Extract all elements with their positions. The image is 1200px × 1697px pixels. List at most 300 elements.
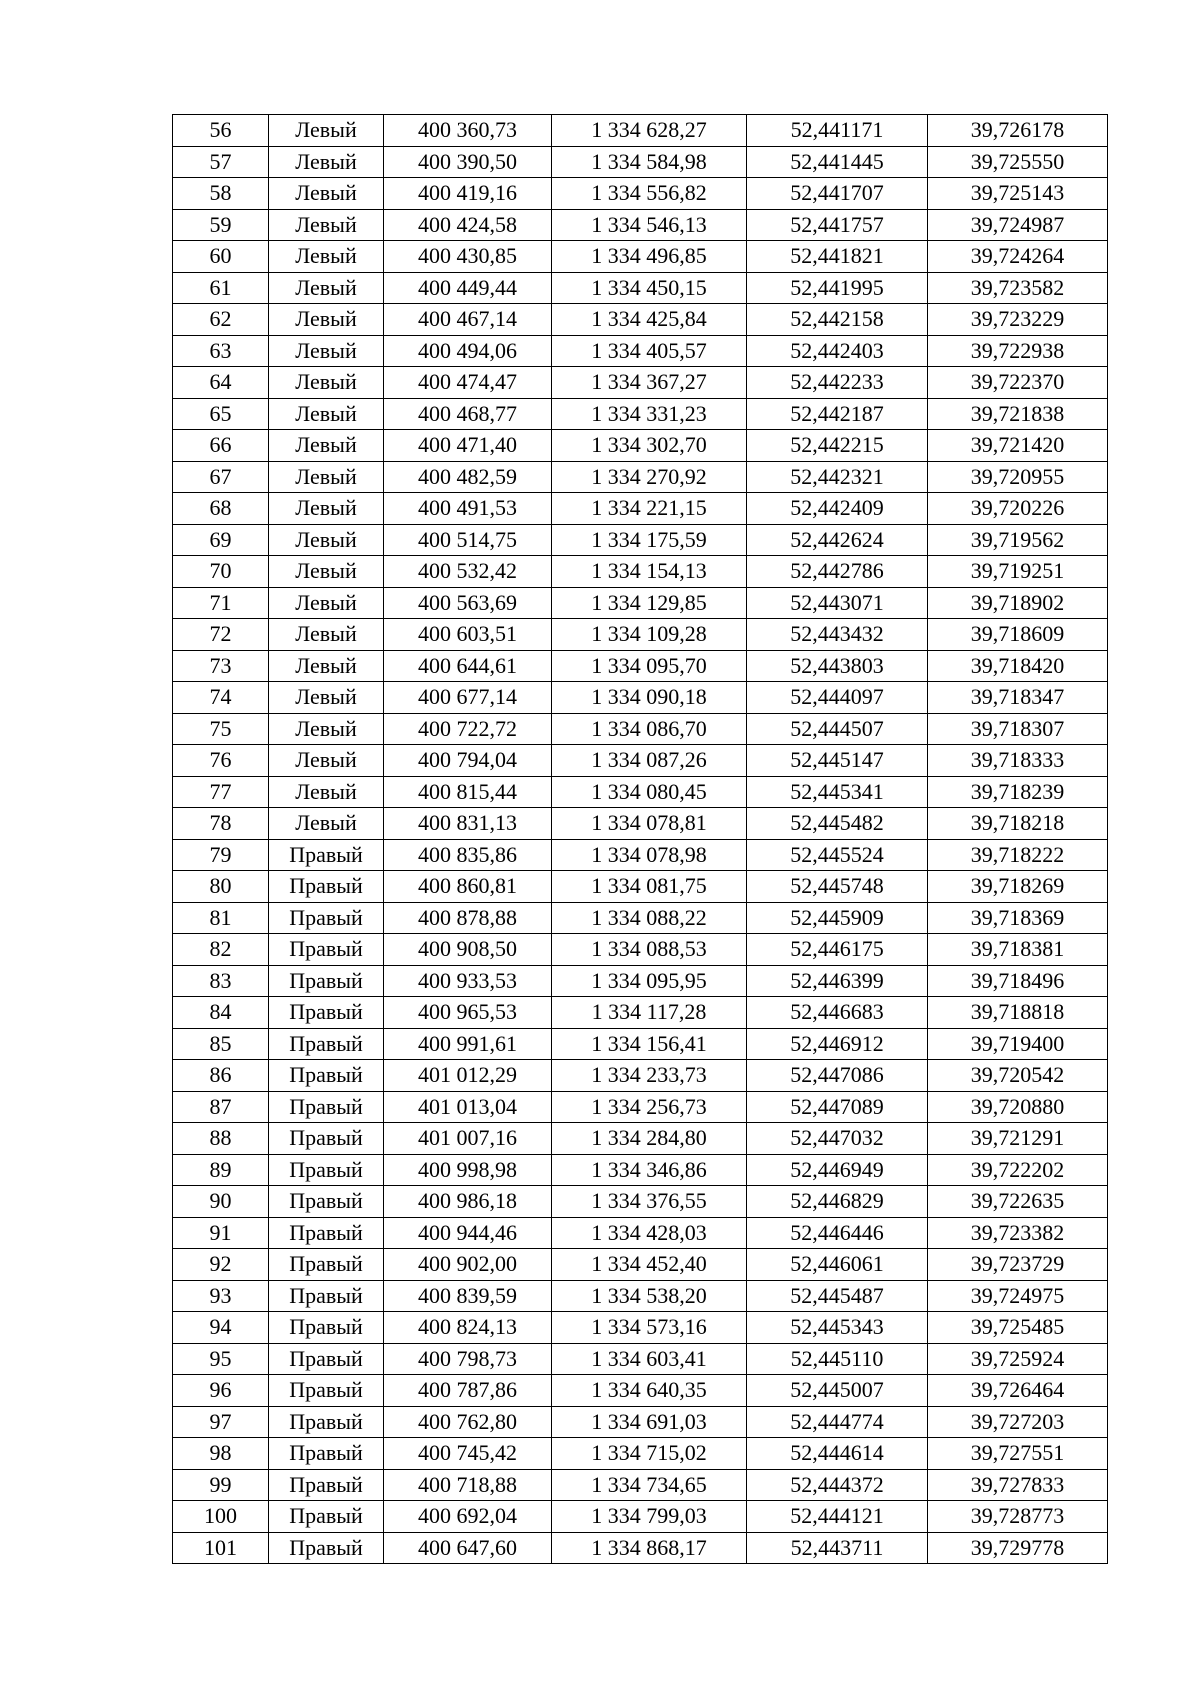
longitude-cell: 39,725485 bbox=[928, 1312, 1108, 1344]
x-coordinate-cell: 400 794,04 bbox=[384, 745, 552, 777]
side-cell: Правый bbox=[269, 1186, 384, 1218]
table-row bbox=[173, 115, 1108, 147]
y-coordinate-cell: 1 334 691,03 bbox=[552, 1406, 747, 1438]
longitude-cell: 39,725924 bbox=[928, 1343, 1108, 1375]
y-coordinate-cell: 1 334 868,17 bbox=[552, 1532, 747, 1564]
y-coordinate-cell: 1 334 080,45 bbox=[552, 776, 747, 808]
point-number-cell: 85 bbox=[173, 1028, 269, 1060]
latitude-cell: 52,444614 bbox=[747, 1438, 928, 1470]
longitude-cell: 39,718239 bbox=[928, 776, 1108, 808]
table-row bbox=[173, 587, 1108, 619]
longitude-cell: 39,718347 bbox=[928, 682, 1108, 714]
table-row bbox=[173, 1280, 1108, 1312]
longitude-cell: 39,720880 bbox=[928, 1091, 1108, 1123]
x-coordinate-cell: 400 494,06 bbox=[384, 335, 552, 367]
side-cell: Левый bbox=[269, 682, 384, 714]
point-number-cell: 77 bbox=[173, 776, 269, 808]
y-coordinate-cell: 1 334 221,15 bbox=[552, 493, 747, 525]
longitude-cell: 39,721291 bbox=[928, 1123, 1108, 1155]
y-coordinate-cell: 1 334 603,41 bbox=[552, 1343, 747, 1375]
side-cell: Левый bbox=[269, 461, 384, 493]
side-cell: Левый bbox=[269, 272, 384, 304]
latitude-cell: 52,444097 bbox=[747, 682, 928, 714]
latitude-cell: 52,444121 bbox=[747, 1501, 928, 1533]
side-cell: Левый bbox=[269, 430, 384, 462]
longitude-cell: 39,729778 bbox=[928, 1532, 1108, 1564]
longitude-cell: 39,721420 bbox=[928, 430, 1108, 462]
x-coordinate-cell: 400 944,46 bbox=[384, 1217, 552, 1249]
side-cell: Правый bbox=[269, 1091, 384, 1123]
y-coordinate-cell: 1 334 233,73 bbox=[552, 1060, 747, 1092]
latitude-cell: 52,442321 bbox=[747, 461, 928, 493]
point-number-cell: 63 bbox=[173, 335, 269, 367]
side-cell: Правый bbox=[269, 1123, 384, 1155]
table-row bbox=[173, 1154, 1108, 1186]
point-number-cell: 60 bbox=[173, 241, 269, 273]
y-coordinate-cell: 1 334 078,98 bbox=[552, 839, 747, 871]
x-coordinate-cell: 400 965,53 bbox=[384, 997, 552, 1029]
point-number-cell: 99 bbox=[173, 1469, 269, 1501]
x-coordinate-cell: 400 563,69 bbox=[384, 587, 552, 619]
x-coordinate-cell: 400 514,75 bbox=[384, 524, 552, 556]
side-cell: Правый bbox=[269, 839, 384, 871]
latitude-cell: 52,445147 bbox=[747, 745, 928, 777]
point-number-cell: 80 bbox=[173, 871, 269, 903]
longitude-cell: 39,722370 bbox=[928, 367, 1108, 399]
point-number-cell: 93 bbox=[173, 1280, 269, 1312]
latitude-cell: 52,445110 bbox=[747, 1343, 928, 1375]
table-row bbox=[173, 241, 1108, 273]
point-number-cell: 59 bbox=[173, 209, 269, 241]
x-coordinate-cell: 400 468,77 bbox=[384, 398, 552, 430]
x-coordinate-cell: 400 798,73 bbox=[384, 1343, 552, 1375]
point-number-cell: 62 bbox=[173, 304, 269, 336]
table-row bbox=[173, 713, 1108, 745]
side-cell: Левый bbox=[269, 209, 384, 241]
side-cell: Правый bbox=[269, 934, 384, 966]
table-row bbox=[173, 1375, 1108, 1407]
y-coordinate-cell: 1 334 090,18 bbox=[552, 682, 747, 714]
latitude-cell: 52,443803 bbox=[747, 650, 928, 682]
table-row bbox=[173, 272, 1108, 304]
table-row bbox=[173, 776, 1108, 808]
y-coordinate-cell: 1 334 331,23 bbox=[552, 398, 747, 430]
side-cell: Левый bbox=[269, 367, 384, 399]
longitude-cell: 39,727833 bbox=[928, 1469, 1108, 1501]
side-cell: Правый bbox=[269, 1060, 384, 1092]
point-number-cell: 76 bbox=[173, 745, 269, 777]
longitude-cell: 39,727203 bbox=[928, 1406, 1108, 1438]
side-cell: Левый bbox=[269, 335, 384, 367]
latitude-cell: 52,444774 bbox=[747, 1406, 928, 1438]
side-cell: Правый bbox=[269, 997, 384, 1029]
x-coordinate-cell: 400 430,85 bbox=[384, 241, 552, 273]
table-row bbox=[173, 839, 1108, 871]
y-coordinate-cell: 1 334 367,27 bbox=[552, 367, 747, 399]
side-cell: Левый bbox=[269, 808, 384, 840]
side-cell: Левый bbox=[269, 398, 384, 430]
table-row bbox=[173, 1028, 1108, 1060]
point-number-cell: 75 bbox=[173, 713, 269, 745]
longitude-cell: 39,718818 bbox=[928, 997, 1108, 1029]
table-row bbox=[173, 1469, 1108, 1501]
latitude-cell: 52,443711 bbox=[747, 1532, 928, 1564]
side-cell: Правый bbox=[269, 1501, 384, 1533]
y-coordinate-cell: 1 334 799,03 bbox=[552, 1501, 747, 1533]
longitude-cell: 39,726464 bbox=[928, 1375, 1108, 1407]
y-coordinate-cell: 1 334 078,81 bbox=[552, 808, 747, 840]
point-number-cell: 74 bbox=[173, 682, 269, 714]
table-row bbox=[173, 1123, 1108, 1155]
table-row bbox=[173, 650, 1108, 682]
latitude-cell: 52,446912 bbox=[747, 1028, 928, 1060]
y-coordinate-cell: 1 334 546,13 bbox=[552, 209, 747, 241]
latitude-cell: 52,443432 bbox=[747, 619, 928, 651]
latitude-cell: 52,445487 bbox=[747, 1280, 928, 1312]
x-coordinate-cell: 400 471,40 bbox=[384, 430, 552, 462]
x-coordinate-cell: 401 012,29 bbox=[384, 1060, 552, 1092]
table-row bbox=[173, 745, 1108, 777]
table-row bbox=[173, 178, 1108, 210]
longitude-cell: 39,725143 bbox=[928, 178, 1108, 210]
y-coordinate-cell: 1 334 095,70 bbox=[552, 650, 747, 682]
table-row bbox=[173, 335, 1108, 367]
point-number-cell: 84 bbox=[173, 997, 269, 1029]
latitude-cell: 52,441757 bbox=[747, 209, 928, 241]
longitude-cell: 39,718609 bbox=[928, 619, 1108, 651]
latitude-cell: 52,444372 bbox=[747, 1469, 928, 1501]
latitude-cell: 52,445909 bbox=[747, 902, 928, 934]
y-coordinate-cell: 1 334 734,65 bbox=[552, 1469, 747, 1501]
x-coordinate-cell: 400 824,13 bbox=[384, 1312, 552, 1344]
x-coordinate-cell: 400 532,42 bbox=[384, 556, 552, 588]
latitude-cell: 52,442215 bbox=[747, 430, 928, 462]
latitude-cell: 52,444507 bbox=[747, 713, 928, 745]
side-cell: Правый bbox=[269, 1375, 384, 1407]
point-number-cell: 87 bbox=[173, 1091, 269, 1123]
side-cell: Левый bbox=[269, 178, 384, 210]
side-cell: Левый bbox=[269, 241, 384, 273]
table-row bbox=[173, 682, 1108, 714]
point-number-cell: 67 bbox=[173, 461, 269, 493]
table-row bbox=[173, 1312, 1108, 1344]
y-coordinate-cell: 1 334 346,86 bbox=[552, 1154, 747, 1186]
latitude-cell: 52,445748 bbox=[747, 871, 928, 903]
latitude-cell: 52,446949 bbox=[747, 1154, 928, 1186]
latitude-cell: 52,442409 bbox=[747, 493, 928, 525]
longitude-cell: 39,724975 bbox=[928, 1280, 1108, 1312]
point-number-cell: 83 bbox=[173, 965, 269, 997]
y-coordinate-cell: 1 334 538,20 bbox=[552, 1280, 747, 1312]
x-coordinate-cell: 400 424,58 bbox=[384, 209, 552, 241]
point-number-cell: 82 bbox=[173, 934, 269, 966]
table-row bbox=[173, 1060, 1108, 1092]
table-row bbox=[173, 430, 1108, 462]
point-number-cell: 66 bbox=[173, 430, 269, 462]
latitude-cell: 52,442158 bbox=[747, 304, 928, 336]
longitude-cell: 39,720542 bbox=[928, 1060, 1108, 1092]
point-number-cell: 64 bbox=[173, 367, 269, 399]
side-cell: Правый bbox=[269, 1249, 384, 1281]
longitude-cell: 39,723729 bbox=[928, 1249, 1108, 1281]
side-cell: Левый bbox=[269, 493, 384, 525]
point-number-cell: 95 bbox=[173, 1343, 269, 1375]
table-row bbox=[173, 367, 1108, 399]
latitude-cell: 52,446399 bbox=[747, 965, 928, 997]
latitude-cell: 52,442233 bbox=[747, 367, 928, 399]
point-number-cell: 92 bbox=[173, 1249, 269, 1281]
table-row bbox=[173, 209, 1108, 241]
latitude-cell: 52,446061 bbox=[747, 1249, 928, 1281]
x-coordinate-cell: 400 491,53 bbox=[384, 493, 552, 525]
latitude-cell: 52,446683 bbox=[747, 997, 928, 1029]
y-coordinate-cell: 1 334 715,02 bbox=[552, 1438, 747, 1470]
x-coordinate-cell: 400 360,73 bbox=[384, 115, 552, 147]
x-coordinate-cell: 400 745,42 bbox=[384, 1438, 552, 1470]
point-number-cell: 69 bbox=[173, 524, 269, 556]
table-row bbox=[173, 871, 1108, 903]
side-cell: Правый bbox=[269, 871, 384, 903]
latitude-cell: 52,441821 bbox=[747, 241, 928, 273]
side-cell: Левый bbox=[269, 524, 384, 556]
point-number-cell: 56 bbox=[173, 115, 269, 147]
longitude-cell: 39,718218 bbox=[928, 808, 1108, 840]
x-coordinate-cell: 400 647,60 bbox=[384, 1532, 552, 1564]
x-coordinate-cell: 400 986,18 bbox=[384, 1186, 552, 1218]
side-cell: Правый bbox=[269, 1280, 384, 1312]
table-row bbox=[173, 934, 1108, 966]
longitude-cell: 39,720226 bbox=[928, 493, 1108, 525]
latitude-cell: 52,442624 bbox=[747, 524, 928, 556]
point-number-cell: 89 bbox=[173, 1154, 269, 1186]
point-number-cell: 78 bbox=[173, 808, 269, 840]
longitude-cell: 39,720955 bbox=[928, 461, 1108, 493]
latitude-cell: 52,445482 bbox=[747, 808, 928, 840]
x-coordinate-cell: 400 390,50 bbox=[384, 146, 552, 178]
table-row bbox=[173, 965, 1108, 997]
table-row bbox=[173, 1343, 1108, 1375]
y-coordinate-cell: 1 334 154,13 bbox=[552, 556, 747, 588]
x-coordinate-cell: 400 787,86 bbox=[384, 1375, 552, 1407]
latitude-cell: 52,441445 bbox=[747, 146, 928, 178]
x-coordinate-cell: 400 467,14 bbox=[384, 304, 552, 336]
longitude-cell: 39,727551 bbox=[928, 1438, 1108, 1470]
y-coordinate-cell: 1 334 450,15 bbox=[552, 272, 747, 304]
y-coordinate-cell: 1 334 081,75 bbox=[552, 871, 747, 903]
y-coordinate-cell: 1 334 284,80 bbox=[552, 1123, 747, 1155]
latitude-cell: 52,447086 bbox=[747, 1060, 928, 1092]
x-coordinate-cell: 400 474,47 bbox=[384, 367, 552, 399]
table-row bbox=[173, 493, 1108, 525]
x-coordinate-cell: 400 449,44 bbox=[384, 272, 552, 304]
y-coordinate-cell: 1 334 302,70 bbox=[552, 430, 747, 462]
y-coordinate-cell: 1 334 376,55 bbox=[552, 1186, 747, 1218]
latitude-cell: 52,447032 bbox=[747, 1123, 928, 1155]
table-row bbox=[173, 1186, 1108, 1218]
y-coordinate-cell: 1 334 640,35 bbox=[552, 1375, 747, 1407]
side-cell: Правый bbox=[269, 1532, 384, 1564]
side-cell: Правый bbox=[269, 1406, 384, 1438]
latitude-cell: 52,445524 bbox=[747, 839, 928, 871]
x-coordinate-cell: 400 998,98 bbox=[384, 1154, 552, 1186]
point-number-cell: 70 bbox=[173, 556, 269, 588]
y-coordinate-cell: 1 334 095,95 bbox=[552, 965, 747, 997]
table-row bbox=[173, 902, 1108, 934]
point-number-cell: 61 bbox=[173, 272, 269, 304]
side-cell: Левый bbox=[269, 115, 384, 147]
table-row bbox=[173, 304, 1108, 336]
table-row bbox=[173, 619, 1108, 651]
longitude-cell: 39,723582 bbox=[928, 272, 1108, 304]
latitude-cell: 52,441995 bbox=[747, 272, 928, 304]
latitude-cell: 52,445343 bbox=[747, 1312, 928, 1344]
x-coordinate-cell: 400 908,50 bbox=[384, 934, 552, 966]
longitude-cell: 39,722202 bbox=[928, 1154, 1108, 1186]
side-cell: Правый bbox=[269, 1469, 384, 1501]
x-coordinate-cell: 400 835,86 bbox=[384, 839, 552, 871]
point-number-cell: 65 bbox=[173, 398, 269, 430]
table-row bbox=[173, 1406, 1108, 1438]
x-coordinate-cell: 400 902,00 bbox=[384, 1249, 552, 1281]
longitude-cell: 39,725550 bbox=[928, 146, 1108, 178]
x-coordinate-cell: 400 419,16 bbox=[384, 178, 552, 210]
y-coordinate-cell: 1 334 086,70 bbox=[552, 713, 747, 745]
x-coordinate-cell: 400 815,44 bbox=[384, 776, 552, 808]
x-coordinate-cell: 400 718,88 bbox=[384, 1469, 552, 1501]
x-coordinate-cell: 400 603,51 bbox=[384, 619, 552, 651]
x-coordinate-cell: 400 677,14 bbox=[384, 682, 552, 714]
point-number-cell: 98 bbox=[173, 1438, 269, 1470]
point-number-cell: 86 bbox=[173, 1060, 269, 1092]
point-number-cell: 57 bbox=[173, 146, 269, 178]
x-coordinate-cell: 400 933,53 bbox=[384, 965, 552, 997]
latitude-cell: 52,442403 bbox=[747, 335, 928, 367]
y-coordinate-cell: 1 334 573,16 bbox=[552, 1312, 747, 1344]
latitude-cell: 52,441171 bbox=[747, 115, 928, 147]
table-row bbox=[173, 556, 1108, 588]
coordinates-table bbox=[172, 114, 1108, 1564]
y-coordinate-cell: 1 334 425,84 bbox=[552, 304, 747, 336]
table-row bbox=[173, 461, 1108, 493]
longitude-cell: 39,718333 bbox=[928, 745, 1108, 777]
side-cell: Левый bbox=[269, 713, 384, 745]
side-cell: Правый bbox=[269, 1028, 384, 1060]
longitude-cell: 39,719562 bbox=[928, 524, 1108, 556]
x-coordinate-cell: 400 692,04 bbox=[384, 1501, 552, 1533]
latitude-cell: 52,446829 bbox=[747, 1186, 928, 1218]
table-row bbox=[173, 1532, 1108, 1564]
table-row bbox=[173, 1091, 1108, 1123]
y-coordinate-cell: 1 334 628,27 bbox=[552, 115, 747, 147]
latitude-cell: 52,446446 bbox=[747, 1217, 928, 1249]
x-coordinate-cell: 400 991,61 bbox=[384, 1028, 552, 1060]
side-cell: Правый bbox=[269, 1438, 384, 1470]
side-cell: Левый bbox=[269, 619, 384, 651]
x-coordinate-cell: 400 878,88 bbox=[384, 902, 552, 934]
side-cell: Правый bbox=[269, 1312, 384, 1344]
y-coordinate-cell: 1 334 156,41 bbox=[552, 1028, 747, 1060]
longitude-cell: 39,721838 bbox=[928, 398, 1108, 430]
longitude-cell: 39,724987 bbox=[928, 209, 1108, 241]
x-coordinate-cell: 400 482,59 bbox=[384, 461, 552, 493]
y-coordinate-cell: 1 334 428,03 bbox=[552, 1217, 747, 1249]
table-row bbox=[173, 1501, 1108, 1533]
point-number-cell: 96 bbox=[173, 1375, 269, 1407]
longitude-cell: 39,718902 bbox=[928, 587, 1108, 619]
y-coordinate-cell: 1 334 088,22 bbox=[552, 902, 747, 934]
side-cell: Левый bbox=[269, 745, 384, 777]
latitude-cell: 52,441707 bbox=[747, 178, 928, 210]
longitude-cell: 39,718381 bbox=[928, 934, 1108, 966]
point-number-cell: 81 bbox=[173, 902, 269, 934]
y-coordinate-cell: 1 334 088,53 bbox=[552, 934, 747, 966]
side-cell: Правый bbox=[269, 1154, 384, 1186]
x-coordinate-cell: 400 831,13 bbox=[384, 808, 552, 840]
x-coordinate-cell: 400 722,72 bbox=[384, 713, 552, 745]
point-number-cell: 101 bbox=[173, 1532, 269, 1564]
side-cell: Правый bbox=[269, 965, 384, 997]
y-coordinate-cell: 1 334 584,98 bbox=[552, 146, 747, 178]
y-coordinate-cell: 1 334 452,40 bbox=[552, 1249, 747, 1281]
x-coordinate-cell: 401 013,04 bbox=[384, 1091, 552, 1123]
table-row bbox=[173, 808, 1108, 840]
x-coordinate-cell: 400 644,61 bbox=[384, 650, 552, 682]
side-cell: Левый bbox=[269, 587, 384, 619]
point-number-cell: 91 bbox=[173, 1217, 269, 1249]
point-number-cell: 58 bbox=[173, 178, 269, 210]
table-row bbox=[173, 146, 1108, 178]
y-coordinate-cell: 1 334 256,73 bbox=[552, 1091, 747, 1123]
side-cell: Правый bbox=[269, 902, 384, 934]
point-number-cell: 72 bbox=[173, 619, 269, 651]
longitude-cell: 39,718496 bbox=[928, 965, 1108, 997]
table-body bbox=[173, 115, 1108, 1564]
side-cell: Левый bbox=[269, 776, 384, 808]
latitude-cell: 52,443071 bbox=[747, 587, 928, 619]
latitude-cell: 52,445007 bbox=[747, 1375, 928, 1407]
point-number-cell: 71 bbox=[173, 587, 269, 619]
point-number-cell: 97 bbox=[173, 1406, 269, 1438]
latitude-cell: 52,446175 bbox=[747, 934, 928, 966]
x-coordinate-cell: 400 762,80 bbox=[384, 1406, 552, 1438]
y-coordinate-cell: 1 334 109,28 bbox=[552, 619, 747, 651]
side-cell: Левый bbox=[269, 556, 384, 588]
longitude-cell: 39,723382 bbox=[928, 1217, 1108, 1249]
y-coordinate-cell: 1 334 175,59 bbox=[552, 524, 747, 556]
longitude-cell: 39,718222 bbox=[928, 839, 1108, 871]
x-coordinate-cell: 400 839,59 bbox=[384, 1280, 552, 1312]
latitude-cell: 52,442786 bbox=[747, 556, 928, 588]
y-coordinate-cell: 1 334 270,92 bbox=[552, 461, 747, 493]
side-cell: Правый bbox=[269, 1217, 384, 1249]
point-number-cell: 79 bbox=[173, 839, 269, 871]
longitude-cell: 39,726178 bbox=[928, 115, 1108, 147]
latitude-cell: 52,442187 bbox=[747, 398, 928, 430]
table-row bbox=[173, 997, 1108, 1029]
y-coordinate-cell: 1 334 405,57 bbox=[552, 335, 747, 367]
y-coordinate-cell: 1 334 117,28 bbox=[552, 997, 747, 1029]
longitude-cell: 39,728773 bbox=[928, 1501, 1108, 1533]
longitude-cell: 39,723229 bbox=[928, 304, 1108, 336]
point-number-cell: 90 bbox=[173, 1186, 269, 1218]
point-number-cell: 68 bbox=[173, 493, 269, 525]
y-coordinate-cell: 1 334 556,82 bbox=[552, 178, 747, 210]
side-cell: Правый bbox=[269, 1343, 384, 1375]
x-coordinate-cell: 400 860,81 bbox=[384, 871, 552, 903]
longitude-cell: 39,718307 bbox=[928, 713, 1108, 745]
latitude-cell: 52,445341 bbox=[747, 776, 928, 808]
x-coordinate-cell: 401 007,16 bbox=[384, 1123, 552, 1155]
